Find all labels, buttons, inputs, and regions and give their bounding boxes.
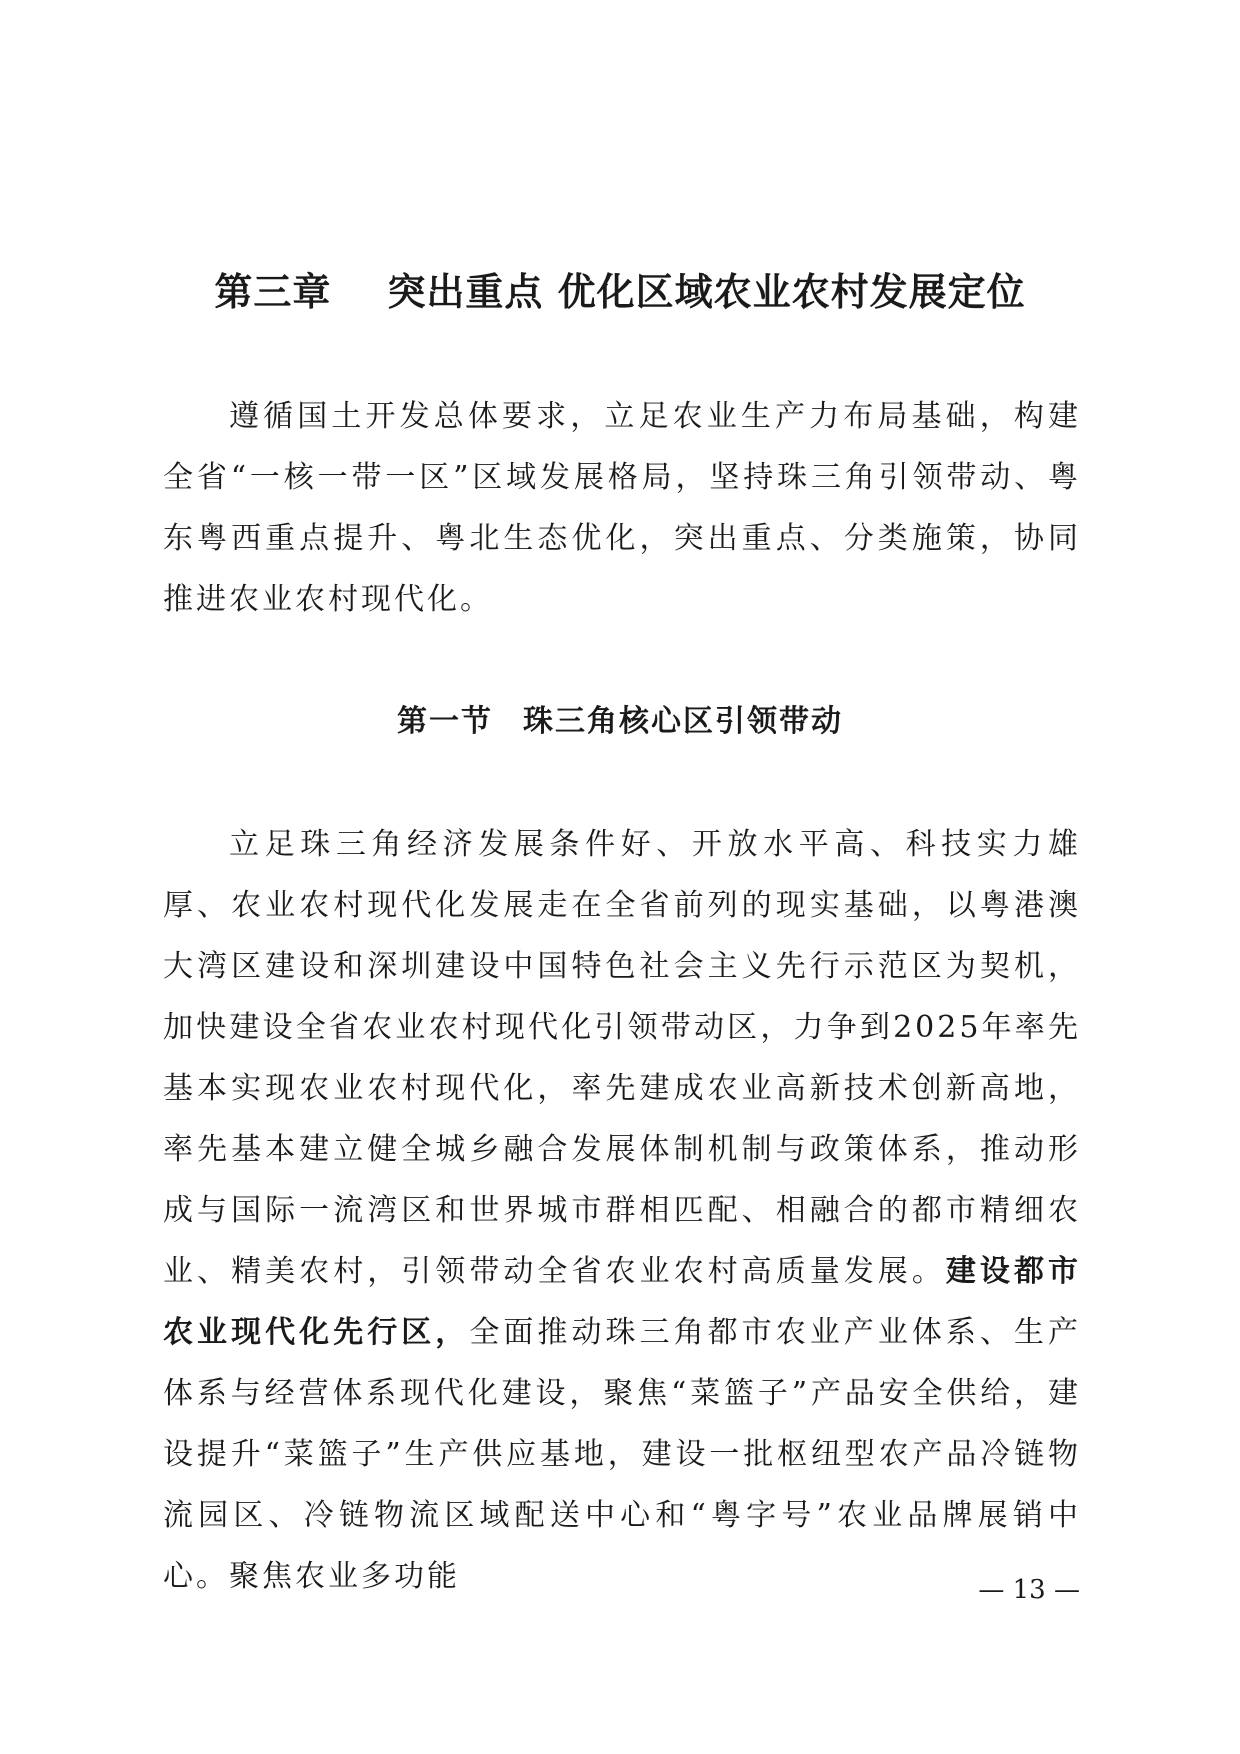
body-bold-highlight: 建设都市农业现代化先行区， xyxy=(163,1254,1082,1350)
chapter-label: 第三章 xyxy=(214,270,332,314)
intro-paragraph xyxy=(163,386,1081,630)
page-number: — 13 — xyxy=(978,1575,1080,1605)
body-paragraph xyxy=(163,814,1081,1607)
section-label: 第一节 xyxy=(397,704,493,739)
chapter-heading: 突出重点 优化区域农业农村发展定位 xyxy=(387,270,1026,314)
body-paragraph-text xyxy=(163,814,1081,1607)
section-heading: 珠三角核心区引领带动 xyxy=(523,704,843,739)
chapter-title xyxy=(0,262,1240,322)
body-text-after: 全面推动珠三角都市农业产业体系、生产体系与经营体系现代化建设，聚焦“菜篮子”产品安全供给，建设提升“菜篮子”生产供应基地，建设一批枢纽型农产品冷链物流园区、冷链物流区域配送中心和“粤字号”农业品牌展销中心。聚焦农业多功能 xyxy=(163,1315,1082,1594)
intro-paragraph-text: 遵循国土开发总体要求，立足农业生产力布局基础，构建全省“一核一带一区”区域发展格局，坚持珠三角引领带动、粤东粤西重点提升、粤北生态优化，突出重点、分类施策，协同推进农业农村现代化。 xyxy=(163,399,1081,617)
section-title xyxy=(0,697,1240,747)
body-text-before: 立足珠三角经济发展条件好、开放水平高、科技实力雄厚、农业农村现代化发展走在全省前列的现实基础，以粤港澳大湾区建设和深圳建设中国特色社会主义先行示范区为契机，加快建设全省农业农村现代化引领带动区，力争到2025年率先基本实现农业农村现代化，率先建成农业高新技术创新高地，率先基本建立健全城乡融合发展体制机制与政策体系，推动形成与国际一流湾区和世界城市群相匹配、相融合的都市精细农业、精美农村，引领带动全省农业农村高质量发展。 xyxy=(163,827,1081,1289)
